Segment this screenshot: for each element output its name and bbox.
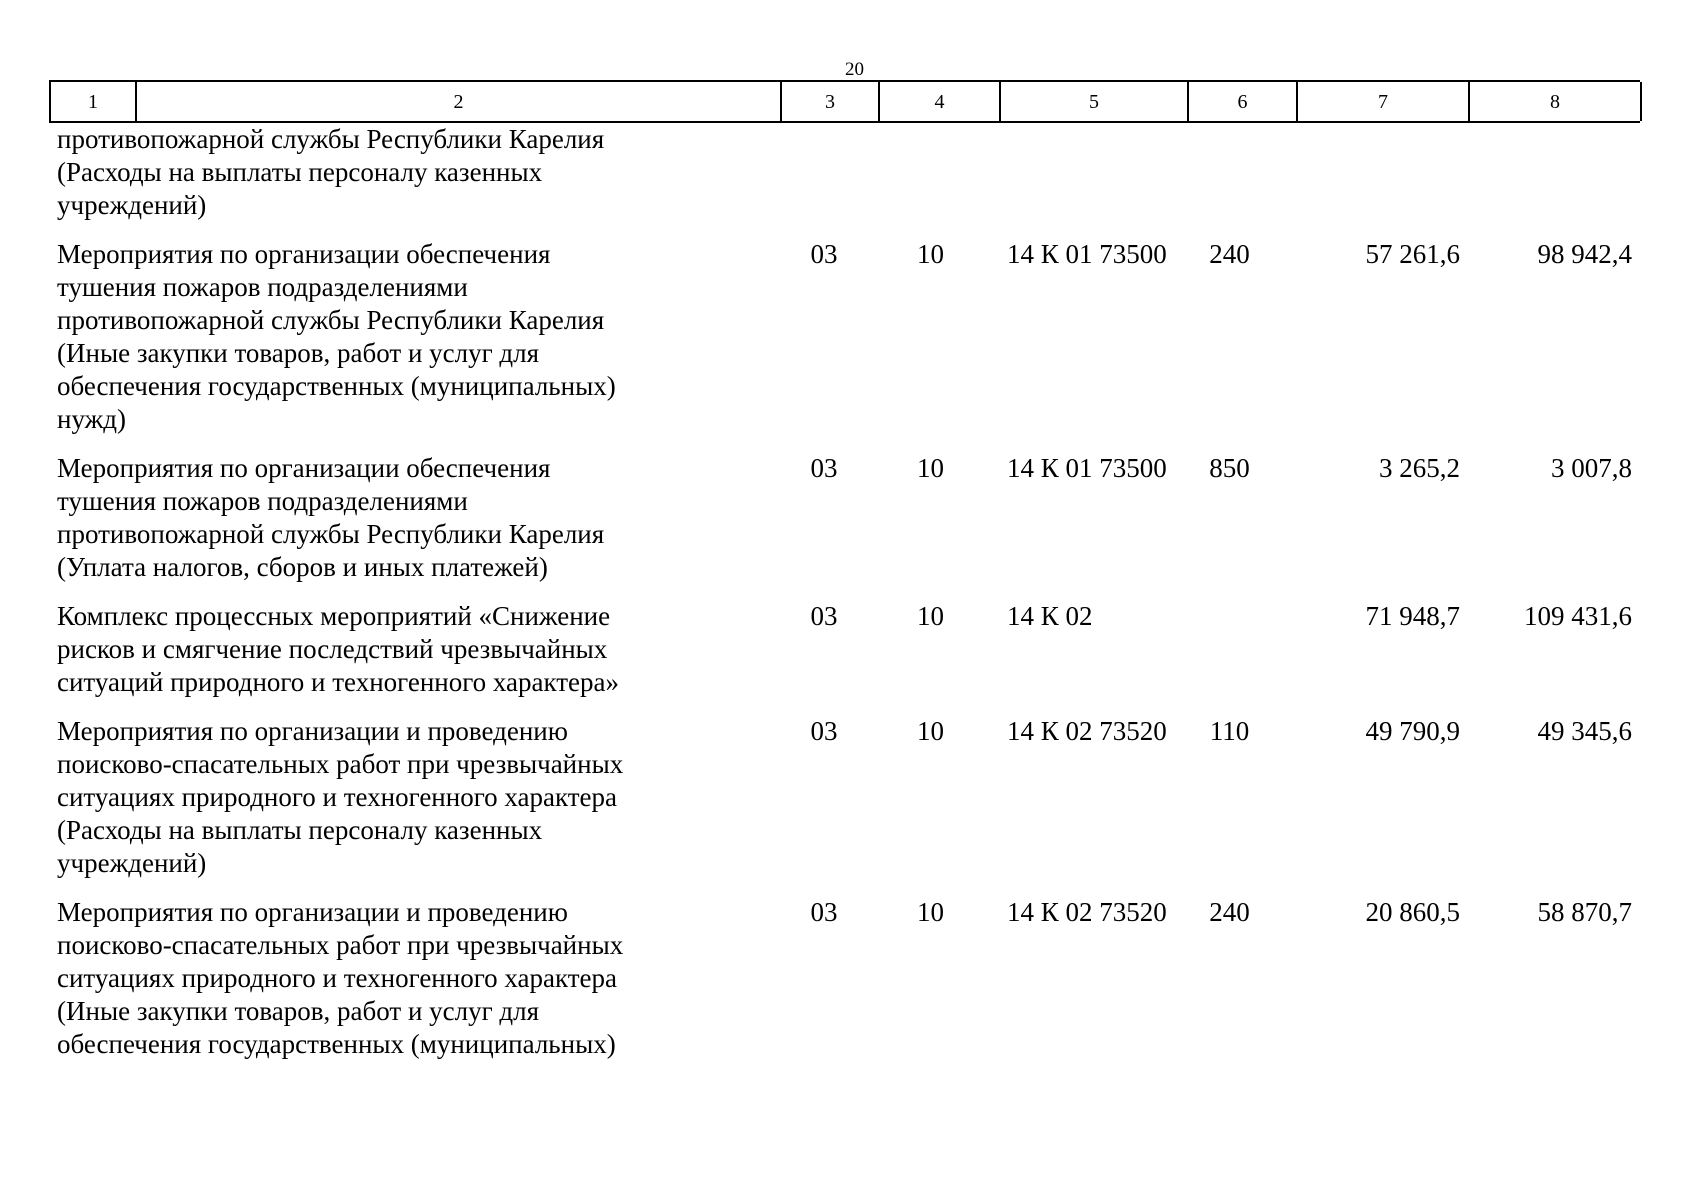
header-col-2: 2	[137, 82, 782, 121]
row-target-article: 14 К 02 73520	[1007, 716, 1167, 746]
page-number-text: 20	[845, 59, 864, 80]
row-expense-type: 240	[1209, 239, 1250, 269]
row-section: 03	[810, 453, 838, 483]
row-description: Мероприятия по организации и проведению поисково-спасательных работ при чрезвычайных ситуациях природного и техногенного характера (Расходы на выплаты персоналу казенных учреждений)	[57, 716, 624, 878]
row-subsection: 10	[917, 239, 944, 269]
row-description: Комплекс процессных мероприятий «Снижение рисков и смягчение последствий чрезвычайных ситуаций природного и техногенного характера»	[57, 601, 620, 697]
row-expense-type	[1187, 600, 1296, 699]
row-description: противопожарной службы Республики Карелия (Расходы на выплаты персоналу казенных учреждений)	[57, 124, 605, 220]
row-amount-1: 3 265,2	[1379, 453, 1460, 483]
row-expense-type: 240	[1209, 897, 1250, 927]
row-amount-2: 98 942,4	[1537, 239, 1632, 269]
table-header-row	[49, 80, 1640, 123]
row-section: 03	[810, 897, 838, 927]
row-amount-2: 109 431,6	[1524, 601, 1632, 631]
table-row	[49, 452, 1640, 584]
row-expense-type: 110	[1209, 716, 1250, 746]
header-col-4: 4	[880, 82, 1001, 121]
row-amount-1: 71 948,7	[1365, 601, 1460, 631]
row-subsection	[878, 123, 999, 222]
row-subsection: 10	[917, 453, 944, 483]
row-description: Мероприятия по организации и проведению поисково-спасательных работ при чрезвычайных ситуациях природного и техногенного характера (Иные закупки товаров, работ и услуг для обеспечения государственных (муниципальных)	[57, 897, 624, 1059]
row-amount-1	[1296, 123, 1468, 222]
table-row	[49, 896, 1640, 1061]
budget-table	[49, 80, 1640, 1077]
table-row	[49, 123, 1640, 222]
header-col-5: 5	[1001, 82, 1189, 121]
row-section	[780, 123, 878, 222]
row-target-article: 14 К 01 73500	[1007, 453, 1167, 483]
row-section: 03	[810, 601, 838, 631]
table-row	[49, 600, 1640, 699]
table-row	[49, 238, 1640, 436]
row-target-article: 14 К 01 73500	[1007, 239, 1167, 269]
row-amount-1: 57 261,6	[1365, 239, 1460, 269]
table-row	[49, 715, 1640, 880]
row-target-article: 14 К 02 73520	[1007, 897, 1167, 927]
row-target-article	[999, 123, 1187, 222]
row-target-article: 14 К 02	[1007, 601, 1093, 631]
row-description: Мероприятия по организации обеспечения тушения пожаров подразделениями противопожарной службы Республики Карелия (Уплата налогов, сборов и иных платежей)	[57, 453, 605, 582]
row-subsection: 10	[917, 716, 944, 746]
row-expense-type	[1187, 123, 1296, 222]
row-amount-2: 58 870,7	[1537, 897, 1632, 927]
row-subsection: 10	[917, 897, 944, 927]
row-amount-1: 49 790,9	[1365, 716, 1460, 746]
page-number	[0, 58, 1697, 82]
header-col-8: 8	[1470, 82, 1642, 121]
row-subsection: 10	[917, 601, 944, 631]
row-amount-2	[1468, 123, 1640, 222]
row-amount-2: 3 007,8	[1551, 453, 1632, 483]
row-amount-2: 49 345,6	[1537, 716, 1632, 746]
row-amount-1: 20 860,5	[1365, 897, 1460, 927]
header-col-3: 3	[782, 82, 880, 121]
header-col-7: 7	[1298, 82, 1470, 121]
row-expense-type: 850	[1209, 453, 1250, 483]
header-col-6: 6	[1189, 82, 1298, 121]
row-description: Мероприятия по организации обеспечения тушения пожаров подразделениями противопожарной службы Республики Карелия (Иные закупки товаров, работ и услуг для обеспечения государственных (муниципальных) нужд)	[57, 239, 616, 434]
row-section: 03	[810, 239, 838, 269]
header-col-1: 1	[51, 82, 137, 121]
row-section: 03	[810, 716, 838, 746]
